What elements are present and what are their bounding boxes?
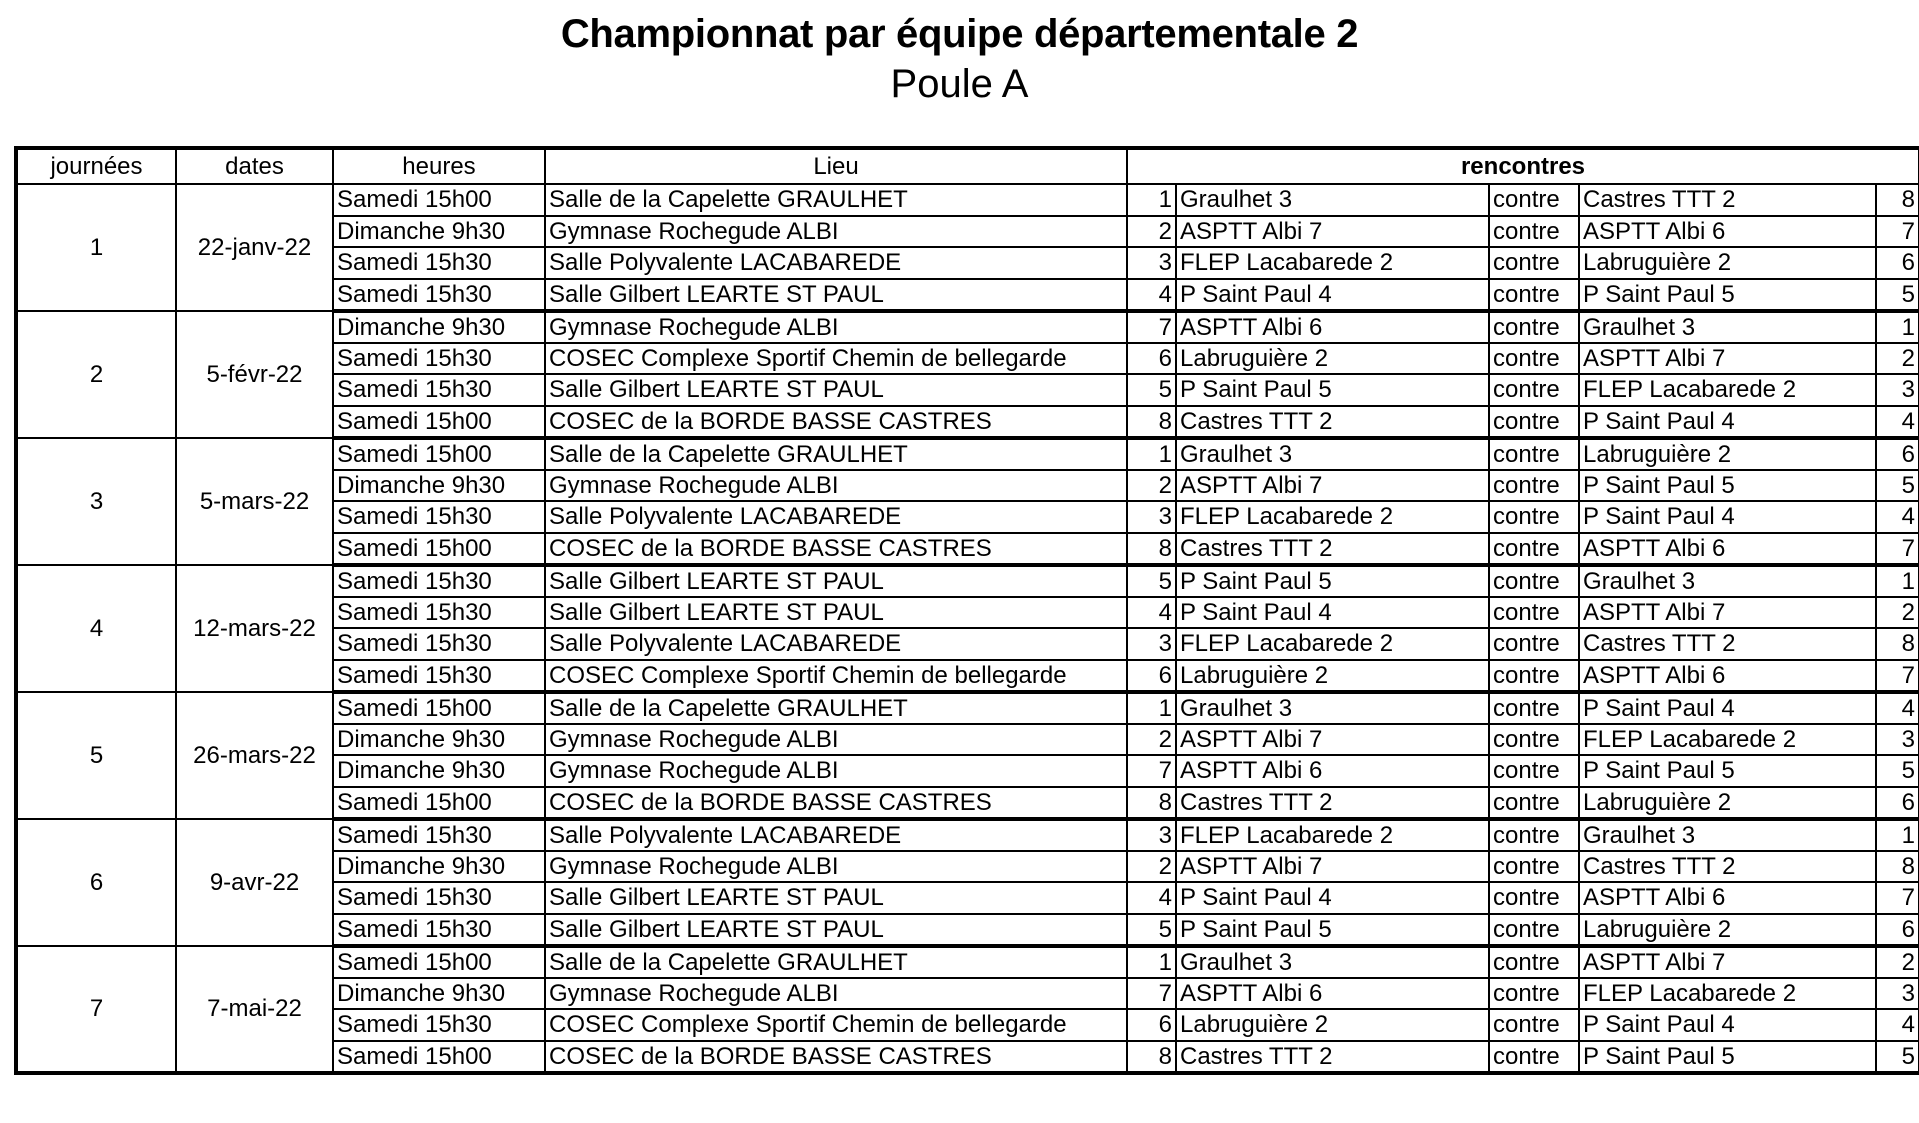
match-heure: Samedi 15h30 — [333, 882, 545, 914]
table-row — [16, 184, 1919, 216]
versus-label: contre — [1489, 692, 1579, 724]
table-row — [16, 311, 1919, 343]
home-team-number: 8 — [1127, 1041, 1176, 1073]
journee-number: 1 — [16, 184, 176, 311]
away-team-number: 7 — [1876, 216, 1919, 248]
versus-label: contre — [1489, 184, 1579, 216]
away-team-number: 4 — [1876, 692, 1919, 724]
journee-date: 7-mai-22 — [176, 946, 333, 1073]
table-row — [16, 565, 1919, 597]
home-team-number: 6 — [1127, 343, 1176, 375]
journee-number: 4 — [16, 565, 176, 692]
away-team-number: 6 — [1876, 438, 1919, 470]
away-team: P Saint Paul 4 — [1579, 501, 1876, 533]
home-team-number: 3 — [1127, 501, 1176, 533]
match-lieu: Salle Polyvalente LACABAREDE — [545, 819, 1127, 851]
away-team: FLEP Lacabarede 2 — [1579, 724, 1876, 756]
away-team: Castres TTT 2 — [1579, 184, 1876, 216]
home-team-number: 7 — [1127, 755, 1176, 787]
match-heure: Samedi 15h00 — [333, 533, 545, 565]
match-heure: Dimanche 9h30 — [333, 755, 545, 787]
journee-date: 26-mars-22 — [176, 692, 333, 819]
home-team-number: 8 — [1127, 406, 1176, 438]
match-heure: Dimanche 9h30 — [333, 216, 545, 248]
home-team: Graulhet 3 — [1176, 946, 1489, 978]
journee-date: 5-févr-22 — [176, 311, 333, 438]
journee-number: 3 — [16, 438, 176, 565]
match-heure: Samedi 15h00 — [333, 438, 545, 470]
match-lieu: Salle Gilbert LEARTE ST PAUL — [545, 882, 1127, 914]
match-heure: Dimanche 9h30 — [333, 978, 545, 1010]
page-subtitle: Poule A — [890, 62, 1029, 106]
match-lieu: Gymnase Rochegude ALBI — [545, 755, 1127, 787]
journee-number: 7 — [16, 946, 176, 1073]
match-heure: Samedi 15h30 — [333, 501, 545, 533]
home-team: Castres TTT 2 — [1176, 787, 1489, 819]
away-team: P Saint Paul 5 — [1579, 279, 1876, 311]
home-team-number: 2 — [1127, 216, 1176, 248]
match-lieu: COSEC de la BORDE BASSE CASTRES — [545, 406, 1127, 438]
away-team-number: 8 — [1876, 184, 1919, 216]
match-lieu: Gymnase Rochegude ALBI — [545, 978, 1127, 1010]
journee-number: 2 — [16, 311, 176, 438]
away-team: P Saint Paul 5 — [1579, 470, 1876, 502]
versus-label: contre — [1489, 819, 1579, 851]
col-dates: dates — [176, 148, 333, 184]
match-lieu: Gymnase Rochegude ALBI — [545, 216, 1127, 248]
home-team: Graulhet 3 — [1176, 438, 1489, 470]
page-title: Championnat par équipe départementale 2 — [560, 12, 1359, 56]
home-team-number: 1 — [1127, 438, 1176, 470]
home-team-number: 5 — [1127, 565, 1176, 597]
away-team-number: 7 — [1876, 660, 1919, 692]
match-lieu: COSEC Complexe Sportif Chemin de bellegarde — [545, 660, 1127, 692]
match-lieu: Salle Gilbert LEARTE ST PAUL — [545, 597, 1127, 629]
match-lieu: COSEC Complexe Sportif Chemin de bellegarde — [545, 1009, 1127, 1041]
versus-label: contre — [1489, 946, 1579, 978]
away-team: Graulhet 3 — [1579, 819, 1876, 851]
versus-label: contre — [1489, 216, 1579, 248]
home-team-number: 6 — [1127, 660, 1176, 692]
match-heure: Samedi 15h00 — [333, 787, 545, 819]
match-lieu: Gymnase Rochegude ALBI — [545, 470, 1127, 502]
versus-label: contre — [1489, 914, 1579, 946]
versus-label: contre — [1489, 1009, 1579, 1041]
match-heure: Dimanche 9h30 — [333, 311, 545, 343]
home-team-number: 3 — [1127, 628, 1176, 660]
away-team: ASPTT Albi 7 — [1579, 946, 1876, 978]
away-team: P Saint Paul 4 — [1579, 1009, 1876, 1041]
col-journees: journées — [16, 148, 176, 184]
away-team: ASPTT Albi 7 — [1579, 597, 1876, 629]
away-team: ASPTT Albi 6 — [1579, 533, 1876, 565]
versus-label: contre — [1489, 724, 1579, 756]
home-team: ASPTT Albi 7 — [1176, 216, 1489, 248]
away-team-number: 7 — [1876, 533, 1919, 565]
home-team: Labruguière 2 — [1176, 660, 1489, 692]
away-team-number: 6 — [1876, 247, 1919, 279]
match-lieu: Gymnase Rochegude ALBI — [545, 311, 1127, 343]
versus-label: contre — [1489, 279, 1579, 311]
home-team-number: 7 — [1127, 311, 1176, 343]
match-lieu: Salle de la Capelette GRAULHET — [545, 438, 1127, 470]
match-heure: Samedi 15h00 — [333, 692, 545, 724]
match-lieu: Salle Polyvalente LACABAREDE — [545, 628, 1127, 660]
away-team-number: 1 — [1876, 311, 1919, 343]
versus-label: contre — [1489, 978, 1579, 1010]
away-team-number: 8 — [1876, 851, 1919, 883]
home-team: ASPTT Albi 6 — [1176, 978, 1489, 1010]
away-team: ASPTT Albi 7 — [1579, 343, 1876, 375]
match-lieu: Salle Gilbert LEARTE ST PAUL — [545, 914, 1127, 946]
match-lieu: Salle de la Capelette GRAULHET — [545, 184, 1127, 216]
versus-label: contre — [1489, 565, 1579, 597]
match-lieu: Salle Gilbert LEARTE ST PAUL — [545, 565, 1127, 597]
match-heure: Samedi 15h00 — [333, 946, 545, 978]
match-heure: Dimanche 9h30 — [333, 851, 545, 883]
home-team: ASPTT Albi 7 — [1176, 470, 1489, 502]
table-row — [16, 438, 1919, 470]
home-team-number: 1 — [1127, 184, 1176, 216]
home-team: Castres TTT 2 — [1176, 533, 1489, 565]
away-team: Castres TTT 2 — [1579, 628, 1876, 660]
away-team-number: 1 — [1876, 565, 1919, 597]
col-rencontres: rencontres — [1127, 148, 1919, 184]
col-heures: heures — [333, 148, 545, 184]
match-lieu: Salle Polyvalente LACABAREDE — [545, 501, 1127, 533]
table-row — [16, 819, 1919, 851]
home-team-number: 8 — [1127, 533, 1176, 565]
home-team-number: 4 — [1127, 279, 1176, 311]
journee-date: 22-janv-22 — [176, 184, 333, 311]
versus-label: contre — [1489, 406, 1579, 438]
versus-label: contre — [1489, 597, 1579, 629]
versus-label: contre — [1489, 660, 1579, 692]
home-team: P Saint Paul 4 — [1176, 882, 1489, 914]
away-team: ASPTT Albi 6 — [1579, 882, 1876, 914]
journee-number: 5 — [16, 692, 176, 819]
match-heure: Samedi 15h00 — [333, 1041, 545, 1073]
away-team-number: 3 — [1876, 374, 1919, 406]
home-team-number: 1 — [1127, 946, 1176, 978]
home-team-number: 5 — [1127, 374, 1176, 406]
schedule-table — [14, 146, 1919, 1075]
match-heure: Samedi 15h30 — [333, 819, 545, 851]
away-team: ASPTT Albi 6 — [1579, 216, 1876, 248]
match-lieu: COSEC Complexe Sportif Chemin de bellegarde — [545, 343, 1127, 375]
versus-label: contre — [1489, 533, 1579, 565]
match-lieu: COSEC de la BORDE BASSE CASTRES — [545, 533, 1127, 565]
home-team-number: 2 — [1127, 470, 1176, 502]
match-heure: Samedi 15h30 — [333, 1009, 545, 1041]
versus-label: contre — [1489, 787, 1579, 819]
home-team-number: 2 — [1127, 724, 1176, 756]
away-team-number: 4 — [1876, 1009, 1919, 1041]
versus-label: contre — [1489, 374, 1579, 406]
match-lieu: Salle de la Capelette GRAULHET — [545, 692, 1127, 724]
versus-label: contre — [1489, 1041, 1579, 1073]
versus-label: contre — [1489, 343, 1579, 375]
match-heure: Dimanche 9h30 — [333, 470, 545, 502]
home-team: Labruguière 2 — [1176, 343, 1489, 375]
home-team: ASPTT Albi 6 — [1176, 311, 1489, 343]
home-team: Graulhet 3 — [1176, 184, 1489, 216]
away-team: Labruguière 2 — [1579, 914, 1876, 946]
away-team: ASPTT Albi 6 — [1579, 660, 1876, 692]
away-team-number: 2 — [1876, 597, 1919, 629]
home-team-number: 4 — [1127, 882, 1176, 914]
match-heure: Samedi 15h30 — [333, 279, 545, 311]
journee-date: 12-mars-22 — [176, 565, 333, 692]
away-team: P Saint Paul 4 — [1579, 692, 1876, 724]
away-team: P Saint Paul 5 — [1579, 755, 1876, 787]
away-team-number: 5 — [1876, 755, 1919, 787]
versus-label: contre — [1489, 628, 1579, 660]
journee-date: 9-avr-22 — [176, 819, 333, 946]
away-team-number: 8 — [1876, 628, 1919, 660]
versus-label: contre — [1489, 501, 1579, 533]
home-team: ASPTT Albi 6 — [1176, 755, 1489, 787]
home-team-number: 5 — [1127, 914, 1176, 946]
away-team: Labruguière 2 — [1579, 247, 1876, 279]
home-team: FLEP Lacabarede 2 — [1176, 247, 1489, 279]
versus-label: contre — [1489, 882, 1579, 914]
home-team: FLEP Lacabarede 2 — [1176, 628, 1489, 660]
home-team-number: 4 — [1127, 597, 1176, 629]
away-team-number: 6 — [1876, 787, 1919, 819]
match-heure: Samedi 15h30 — [333, 343, 545, 375]
versus-label: contre — [1489, 311, 1579, 343]
away-team: Graulhet 3 — [1579, 565, 1876, 597]
home-team-number: 7 — [1127, 978, 1176, 1010]
home-team-number: 3 — [1127, 819, 1176, 851]
away-team: Graulhet 3 — [1579, 311, 1876, 343]
home-team-number: 6 — [1127, 1009, 1176, 1041]
away-team: P Saint Paul 4 — [1579, 406, 1876, 438]
versus-label: contre — [1489, 755, 1579, 787]
table-row — [16, 946, 1919, 978]
match-heure: Samedi 15h30 — [333, 247, 545, 279]
away-team-number: 1 — [1876, 819, 1919, 851]
away-team-number: 7 — [1876, 882, 1919, 914]
match-lieu: Salle Gilbert LEARTE ST PAUL — [545, 279, 1127, 311]
match-lieu: Gymnase Rochegude ALBI — [545, 724, 1127, 756]
match-heure: Samedi 15h30 — [333, 565, 545, 597]
away-team: FLEP Lacabarede 2 — [1579, 978, 1876, 1010]
col-lieu: Lieu — [545, 148, 1127, 184]
match-heure: Samedi 15h30 — [333, 914, 545, 946]
match-heure: Samedi 15h30 — [333, 660, 545, 692]
home-team-number: 8 — [1127, 787, 1176, 819]
away-team-number: 4 — [1876, 501, 1919, 533]
match-lieu: Gymnase Rochegude ALBI — [545, 851, 1127, 883]
home-team: P Saint Paul 4 — [1176, 597, 1489, 629]
match-lieu: COSEC de la BORDE BASSE CASTRES — [545, 1041, 1127, 1073]
match-heure: Dimanche 9h30 — [333, 724, 545, 756]
away-team: FLEP Lacabarede 2 — [1579, 374, 1876, 406]
match-heure: Samedi 15h00 — [333, 184, 545, 216]
match-lieu: Salle Polyvalente LACABAREDE — [545, 247, 1127, 279]
match-lieu: COSEC de la BORDE BASSE CASTRES — [545, 787, 1127, 819]
away-team-number: 4 — [1876, 406, 1919, 438]
home-team: ASPTT Albi 7 — [1176, 851, 1489, 883]
versus-label: contre — [1489, 851, 1579, 883]
home-team: P Saint Paul 4 — [1176, 279, 1489, 311]
journee-number: 6 — [16, 819, 176, 946]
journee-date: 5-mars-22 — [176, 438, 333, 565]
home-team: P Saint Paul 5 — [1176, 914, 1489, 946]
away-team-number: 3 — [1876, 724, 1919, 756]
home-team: Labruguière 2 — [1176, 1009, 1489, 1041]
away-team: Castres TTT 2 — [1579, 851, 1876, 883]
home-team-number: 3 — [1127, 247, 1176, 279]
away-team-number: 5 — [1876, 1041, 1919, 1073]
match-heure: Samedi 15h30 — [333, 628, 545, 660]
away-team: Labruguière 2 — [1579, 787, 1876, 819]
away-team-number: 3 — [1876, 978, 1919, 1010]
home-team: FLEP Lacabarede 2 — [1176, 819, 1489, 851]
away-team-number: 5 — [1876, 279, 1919, 311]
header-row — [16, 148, 1919, 184]
away-team-number: 2 — [1876, 343, 1919, 375]
match-heure: Samedi 15h30 — [333, 374, 545, 406]
away-team-number: 5 — [1876, 470, 1919, 502]
away-team-number: 6 — [1876, 914, 1919, 946]
home-team-number: 2 — [1127, 851, 1176, 883]
home-team: Graulhet 3 — [1176, 692, 1489, 724]
home-team-number: 1 — [1127, 692, 1176, 724]
home-team: FLEP Lacabarede 2 — [1176, 501, 1489, 533]
table-row — [16, 692, 1919, 724]
versus-label: contre — [1489, 470, 1579, 502]
home-team: ASPTT Albi 7 — [1176, 724, 1489, 756]
home-team: P Saint Paul 5 — [1176, 565, 1489, 597]
versus-label: contre — [1489, 438, 1579, 470]
home-team: Castres TTT 2 — [1176, 1041, 1489, 1073]
away-team: Labruguière 2 — [1579, 438, 1876, 470]
schedule-body — [16, 184, 1919, 1073]
match-lieu: Salle de la Capelette GRAULHET — [545, 946, 1127, 978]
away-team: P Saint Paul 5 — [1579, 1041, 1876, 1073]
match-heure: Samedi 15h00 — [333, 406, 545, 438]
away-team-number: 2 — [1876, 946, 1919, 978]
versus-label: contre — [1489, 247, 1579, 279]
home-team: Castres TTT 2 — [1176, 406, 1489, 438]
match-heure: Samedi 15h30 — [333, 597, 545, 629]
home-team: P Saint Paul 5 — [1176, 374, 1489, 406]
match-lieu: Salle Gilbert LEARTE ST PAUL — [545, 374, 1127, 406]
